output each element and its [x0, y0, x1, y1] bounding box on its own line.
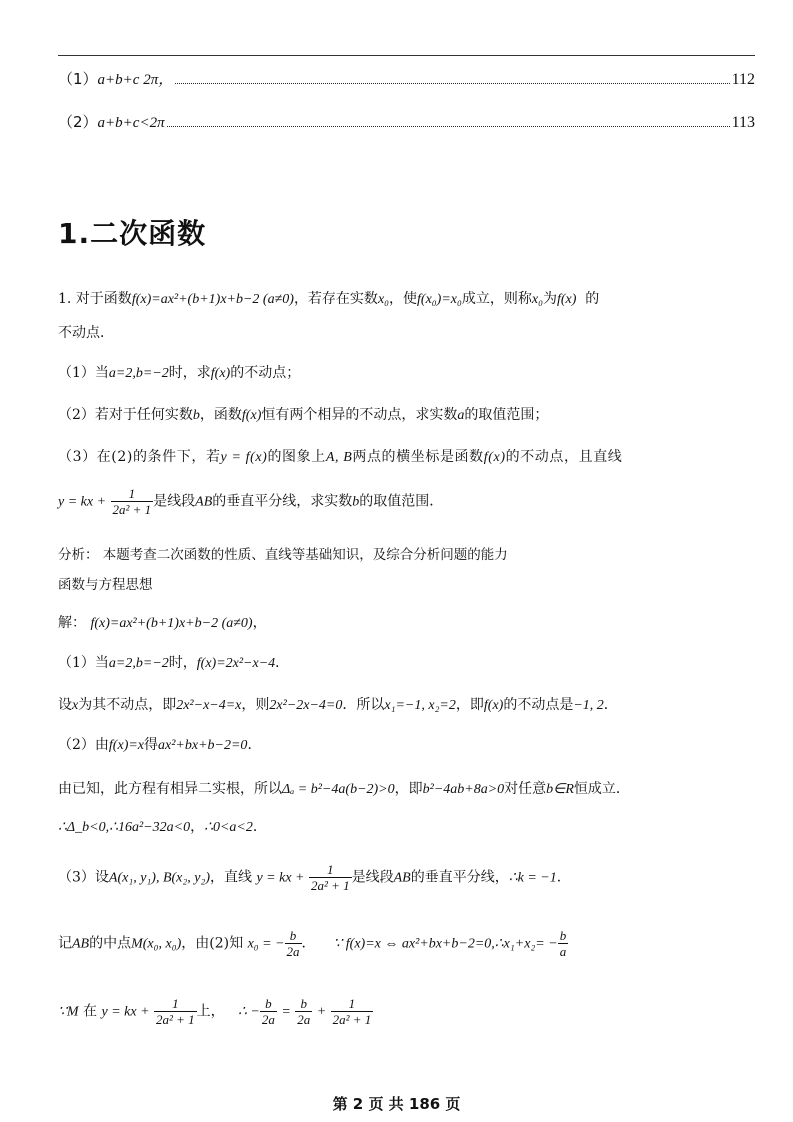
solution-line-0: 解： f(x)=ax²+(b+1)x+b−2 (a≠0)， — [58, 615, 267, 631]
analysis-text: 分析： 本题考查二次函数的性质、直线等基础知识，及综合分析问题的能力 — [58, 547, 508, 563]
fraction: $\frac{b}{2a}$ — [286, 928, 300, 959]
solution-line-3: （2）由f(x)=x得ax²+bx+b−2=0． — [58, 737, 262, 753]
toc-number: （2） — [58, 113, 98, 131]
solution-line-7: 记AB的中点M(x₀, x₀)，由(2)知 x₀ = − $\frac{b}{2a}$ ． ∵ f(x)=x ⇔ ax²+bx+b−2=0,∴x₁+x₂= − $\frac{b}{a}$ — [58, 928, 567, 959]
question-2: （2）若对于任何实数b，函数f(x)恒有两个相异的不动点，求实数a的取值范围； — [58, 407, 549, 423]
solution-line-5: ∴Δ_b<0,∴16a²−32a<0，∴0<a<2． — [58, 819, 267, 835]
toc-page: 113 — [731, 114, 755, 131]
solution-line-6: （3）设A(x₁, y₁), B(x₂, y₂)，直线 y = kx + $\frac{1}{\text{2a² + 1}}$ 是线段AB的垂直平分线，∴k = −1． — [58, 862, 571, 893]
question-1: （1）当a=2,b=−2时，求f(x)的不动点； — [58, 365, 301, 381]
toc-expression: a+b+c<2π — [97, 115, 165, 131]
analysis-method: 函数与方程思想 — [58, 577, 153, 593]
problem-line-1: 1. 对于函数f(x)=ax²+(b+1)x+b−2 (a≠0)，若存在实数x₀，使f(x₀)=x₀成立，则称x₀为f(x) 的 — [58, 291, 600, 307]
solution-line-1: （1）当a=2,b=−2时，f(x)=2x²−x−4． — [58, 655, 290, 671]
toc-page: 112 — [731, 71, 755, 88]
toc-entry-2[interactable] — [58, 111, 755, 133]
fraction: $\frac{1}{\text{2a² + 1}}$ — [310, 862, 350, 893]
toc-number: （1） — [58, 70, 98, 88]
page-footer: 第 2 页 共 186 页 — [332, 1095, 461, 1113]
fraction: $\frac{b}{a}$ — [559, 928, 567, 959]
toc-leader — [175, 83, 729, 84]
toc-entry-1[interactable] — [58, 68, 755, 90]
fraction: $\frac{b}{2a}$ — [297, 996, 311, 1027]
question-3-cont: y = kx + $\frac{1}{\text{2a² + 1}}$ 是线段AB的垂直平分线，求实数b的取值范围． — [58, 486, 444, 517]
fraction: $\frac{1}{\text{2a² + 1}}$ — [155, 996, 195, 1027]
section-heading: 1.二次函数 — [58, 217, 207, 250]
header-rule — [58, 55, 755, 56]
toc-expression: a+b+c 2π， — [97, 72, 174, 88]
fraction: $\frac{1}{\text{2a² + 1}}$ — [112, 486, 152, 517]
solution-line-2: 设x为其不动点，即2x²−x−4=x，则2x²−2x−4=0．所以x₁=−1, x₂=2，即f(x)的不动点是−1, 2． — [58, 697, 618, 713]
fraction: $\frac{1}{\text{2a² + 1}}$ — [332, 996, 372, 1027]
solution-line-8: ∵M 在 y = kx + $\frac{1}{\text{2a² + 1}}$ 上， ∴ − $\frac{b}{2a}$ = $\frac{b}{2a}$ + $\frac{1}{\text{2a² + 1}}$ — [58, 996, 372, 1027]
problem-line-2: 不动点． — [58, 325, 114, 341]
question-3: （3）在(2)的条件下，若y = f(x)的图象上A, B两点的横坐标是函数f(x)的不动点，且直线 — [58, 449, 623, 465]
toc-leader — [167, 126, 730, 127]
fraction: $\frac{b}{2a}$ — [261, 996, 275, 1027]
solution-line-4: 由已知，此方程有相异二实根，所以Δₐ = b²−4a(b−2)>0，即b²−4ab+8a>0对任意b∈R恒成立． — [58, 781, 630, 797]
